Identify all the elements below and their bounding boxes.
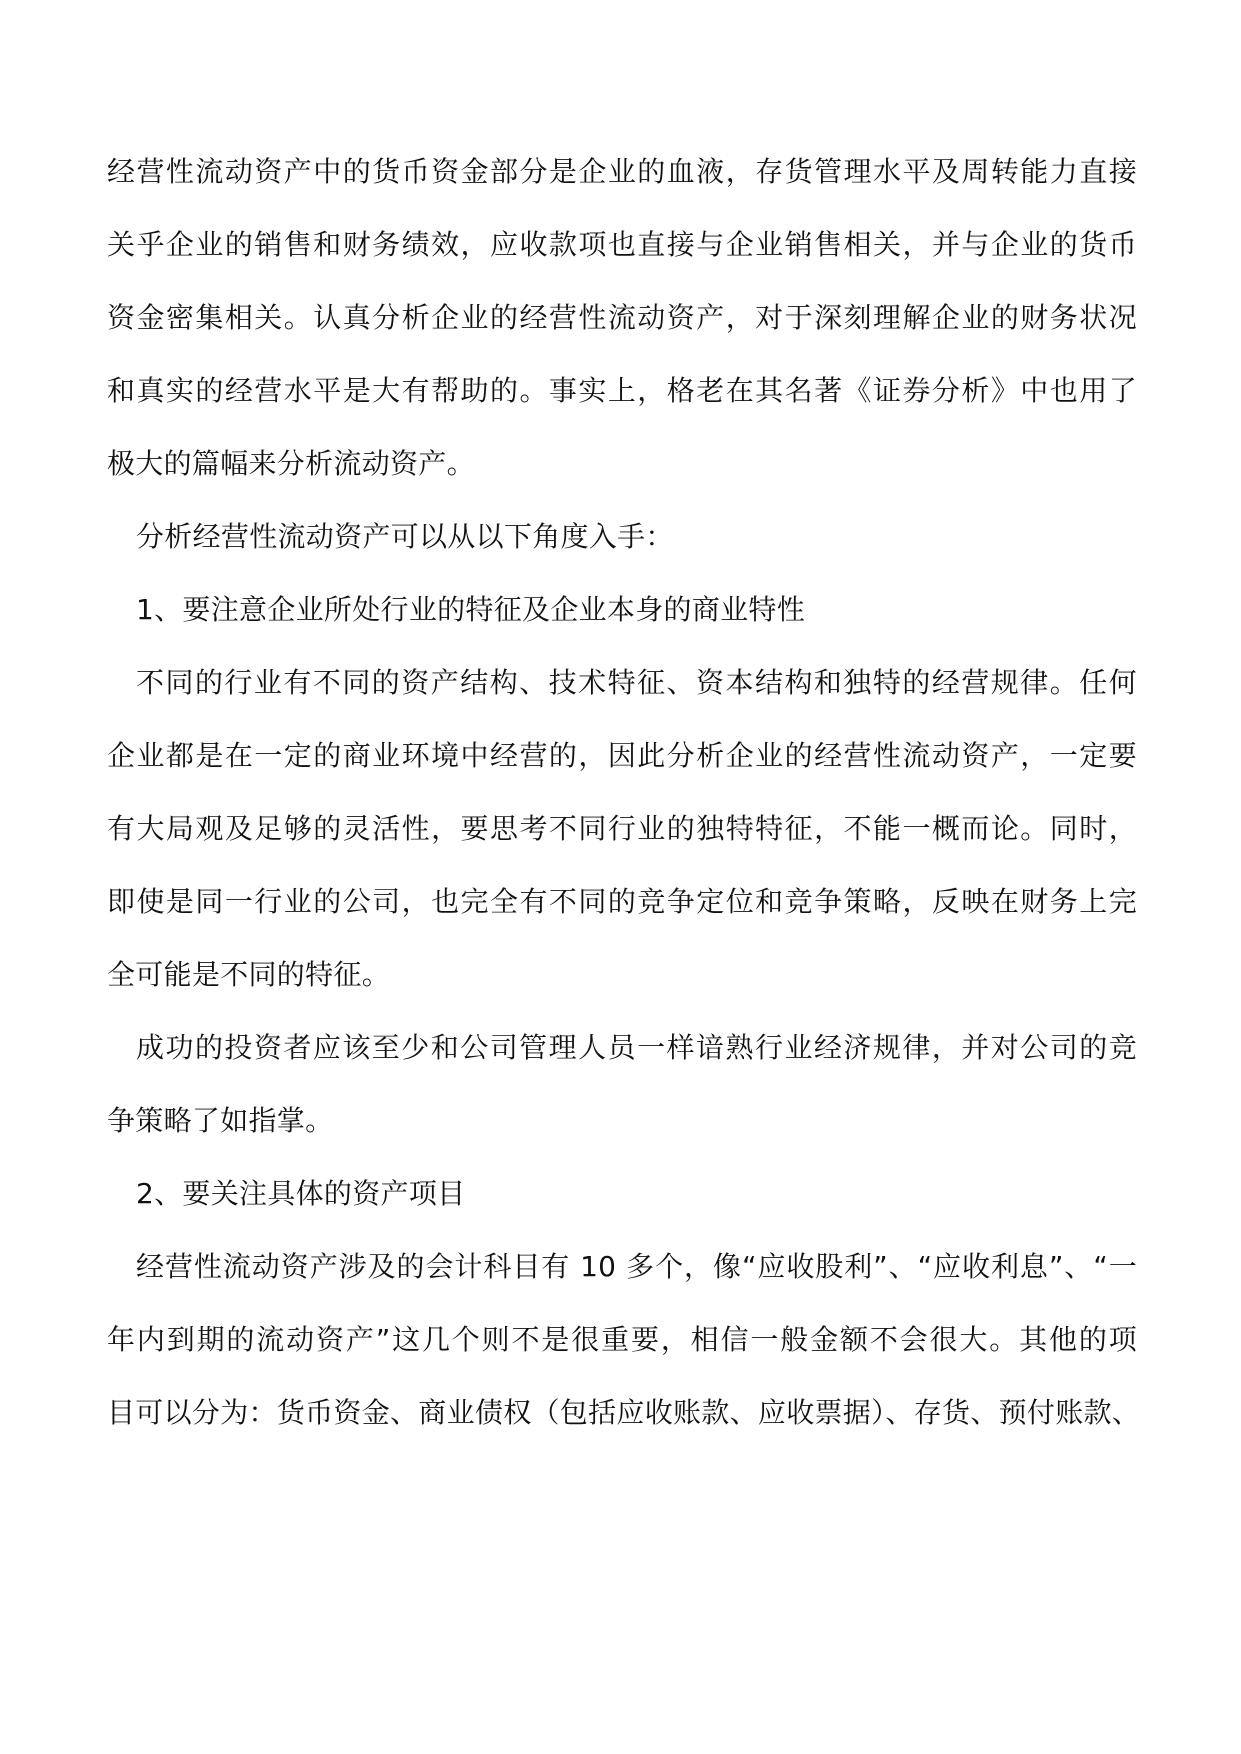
text-line: 即使是同一行业的公司，也完全有不同的竞争定位和竞争策略，反映在财务上完 bbox=[107, 885, 1137, 918]
text-line: 经营性流动资产涉及的会计科目有 10 多个，像“应收股利”、“应收利息”、“一 bbox=[136, 1250, 1137, 1283]
section-heading: 1、要注意企业所处行业的特征及企业本身的商业特性 bbox=[136, 593, 806, 626]
text-line: 年内到期的流动资产”这几个则不是很重要，相信一般金额不会很大。其他的项 bbox=[107, 1323, 1137, 1356]
text-line: 企业都是在一定的商业环境中经营的，因此分析企业的经营性流动资产，一定要 bbox=[107, 739, 1137, 772]
text-line: 有大局观及足够的灵活性，要思考不同行业的独特特征，不能一概而论。同时， bbox=[107, 812, 1137, 845]
section-heading: 2、要关注具体的资产项目 bbox=[136, 1177, 466, 1210]
text-line: 资金密集相关。认真分析企业的经营性流动资产，对于深刻理解企业的财务状况 bbox=[107, 301, 1137, 334]
text-line: 关乎企业的销售和财务绩效，应收款项也直接与企业销售相关，并与企业的货币 bbox=[107, 228, 1137, 261]
text-line: 目可以分为：货币资金、商业债权（包括应收账款、应收票据）、存货、预付账款、 bbox=[107, 1396, 1141, 1429]
text-line: 和真实的经营水平是大有帮助的。事实上，格老在其名著《证券分析》中也用了 bbox=[107, 374, 1137, 407]
text-line: 成功的投资者应该至少和公司管理人员一样谙熟行业经济规律，并对公司的竞 bbox=[136, 1031, 1137, 1064]
text-line: 分析经营性流动资产可以从以下角度入手： bbox=[136, 520, 674, 553]
text-line: 争策略了如指掌。 bbox=[107, 1104, 334, 1137]
text-line: 全可能是不同的特征。 bbox=[107, 958, 391, 991]
text-line: 经营性流动资产中的货币资金部分是企业的血液，存货管理水平及周转能力直接 bbox=[107, 155, 1137, 188]
text-line: 不同的行业有不同的资产结构、技术特征、资本结构和独特的经营规律。任何 bbox=[136, 666, 1137, 699]
text-line: 极大的篇幅来分析流动资产。 bbox=[107, 447, 475, 480]
